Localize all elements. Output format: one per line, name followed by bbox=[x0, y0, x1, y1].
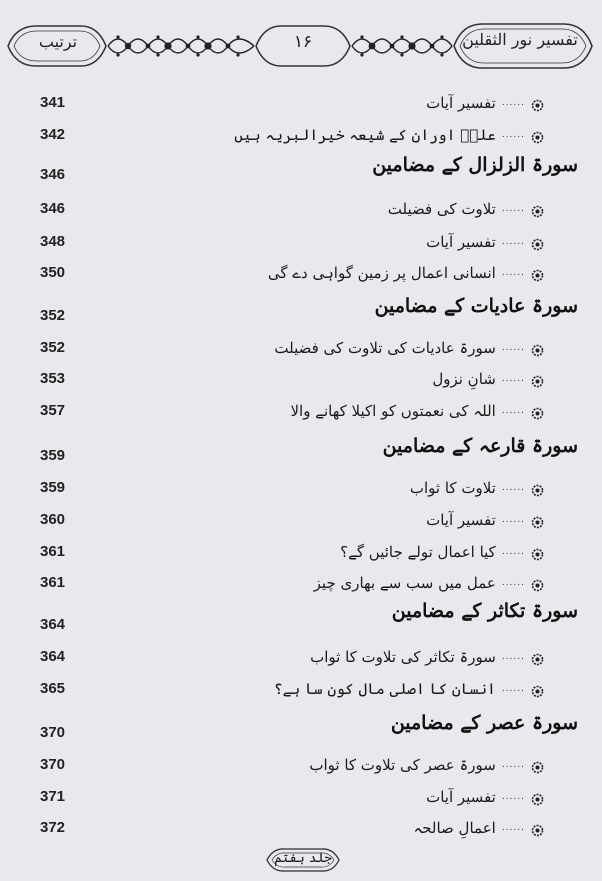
toc-entry bbox=[310, 644, 544, 670]
flower-bullet-icon bbox=[531, 683, 544, 696]
toc-entry bbox=[432, 366, 544, 392]
section-heading bbox=[392, 600, 578, 630]
toc-item[interactable] bbox=[0, 335, 602, 361]
toc-page-number: 364 bbox=[40, 648, 66, 665]
toc-entry-text: تفسیر آیات bbox=[426, 233, 496, 251]
leader-dots: ...... bbox=[501, 204, 525, 214]
toc-item[interactable] bbox=[0, 752, 602, 778]
flower-bullet-icon bbox=[531, 759, 544, 772]
toc-page-number: 346 bbox=[40, 166, 66, 183]
toc-item[interactable] bbox=[0, 90, 602, 116]
toc-entry-text: اعمالِ صالحہ bbox=[413, 819, 496, 837]
toc-entry bbox=[426, 229, 544, 255]
volume-footer bbox=[265, 846, 341, 874]
toc-entry bbox=[274, 676, 544, 702]
toc-entry-text: انسان کا اصلی مال کون سا ہے؟ bbox=[273, 680, 496, 698]
toc-item[interactable] bbox=[0, 196, 602, 222]
toc-entry bbox=[413, 815, 544, 841]
toc-page-number: 370 bbox=[40, 756, 66, 773]
toc-entry bbox=[388, 196, 544, 222]
toc-entry bbox=[309, 752, 544, 778]
toc-entry bbox=[426, 90, 544, 116]
toc-item[interactable] bbox=[0, 260, 602, 286]
toc-entry bbox=[290, 398, 544, 424]
toc-page-number: 342 bbox=[40, 126, 66, 143]
toc-page-number: 348 bbox=[40, 233, 66, 250]
leader-dots: ...... bbox=[501, 684, 525, 694]
leader-dots: ...... bbox=[501, 374, 525, 384]
flower-bullet-icon bbox=[531, 267, 544, 280]
leader-dots: ...... bbox=[501, 652, 525, 662]
toc-section-heading[interactable] bbox=[0, 600, 602, 638]
toc-entry-text: تفسیر آیات bbox=[426, 788, 496, 806]
flower-bullet-icon bbox=[531, 514, 544, 527]
flower-bullet-icon bbox=[531, 651, 544, 664]
toc-page-number: 352 bbox=[40, 307, 66, 324]
leader-dots: ...... bbox=[501, 343, 525, 353]
section-heading-text: سورۃ تکاثر کے مضامین bbox=[391, 600, 578, 622]
leader-dots: ...... bbox=[501, 515, 525, 525]
toc-entry bbox=[410, 475, 544, 501]
toc-item[interactable] bbox=[0, 644, 602, 670]
flower-bullet-icon bbox=[531, 577, 544, 590]
toc-item[interactable] bbox=[0, 815, 602, 841]
toc-entry bbox=[314, 570, 544, 596]
leader-dots: ...... bbox=[501, 130, 525, 140]
leader-dots: ...... bbox=[501, 406, 525, 416]
toc-item[interactable] bbox=[0, 507, 602, 533]
flower-bullet-icon bbox=[531, 546, 544, 559]
toc-item[interactable] bbox=[0, 229, 602, 255]
toc-entry-text: علیؑ اوران کے شیعہ خیرالبریہ ہیں bbox=[234, 126, 496, 144]
flower-bullet-icon bbox=[531, 822, 544, 835]
flower-bullet-icon bbox=[531, 482, 544, 495]
leader-dots: ...... bbox=[501, 578, 525, 588]
leader-dots: ...... bbox=[501, 760, 525, 770]
section-heading bbox=[372, 154, 578, 184]
section-heading bbox=[383, 435, 578, 465]
leader-dots: ...... bbox=[501, 823, 525, 833]
toc-page-number: 341 bbox=[40, 94, 66, 111]
toc-section-heading[interactable] bbox=[0, 154, 602, 188]
toc-section-heading[interactable] bbox=[0, 712, 602, 746]
section-heading-text: سورۃ عادیات کے مضامین bbox=[374, 295, 578, 317]
toc-item[interactable] bbox=[0, 398, 602, 424]
toc-entry-text: اللہ کی نعمتوں کو اکیلا کھانے والا bbox=[290, 402, 496, 420]
toc-entry-text: انسانی اعمال پر زمین گواہی دے گی bbox=[267, 264, 496, 282]
toc-page-number: 357 bbox=[40, 402, 66, 419]
toc-page-number: 350 bbox=[40, 264, 66, 281]
flower-bullet-icon bbox=[531, 791, 544, 804]
section-heading-text: سورۃ عصر کے مضامین bbox=[390, 712, 578, 734]
volume-label: جلد ہفتم bbox=[274, 851, 332, 866]
toc-entry-text: کیا اعمال تولے جائیں گے؟ bbox=[340, 543, 496, 561]
section-heading bbox=[375, 295, 578, 325]
leader-dots: ...... bbox=[501, 268, 525, 278]
leader-dots: ...... bbox=[501, 792, 525, 802]
book-title: تفسیر نور الثقلین bbox=[462, 30, 578, 49]
toc-entry bbox=[274, 335, 544, 361]
leader-dots: ...... bbox=[501, 237, 525, 247]
toc-item[interactable] bbox=[0, 122, 602, 148]
toc-entry bbox=[426, 507, 544, 533]
toc-item[interactable] bbox=[0, 570, 602, 596]
flower-bullet-icon bbox=[531, 129, 544, 142]
flower-bullet-icon bbox=[531, 373, 544, 386]
toc-page-number: 360 bbox=[40, 511, 66, 528]
toc-item[interactable] bbox=[0, 475, 602, 501]
flower-bullet-icon bbox=[531, 97, 544, 110]
toc-entry-text: شانِ نزول bbox=[432, 370, 496, 388]
toc-entry-text: سورۃ عصر کی تلاوت کا ثواب bbox=[309, 756, 496, 774]
toc-entry-text: سورۃ تکاثر کی تلاوت کا ثواب bbox=[310, 648, 496, 666]
toc-page-number: 353 bbox=[40, 370, 66, 387]
toc-page-number: 359 bbox=[40, 447, 66, 464]
flower-bullet-icon bbox=[531, 203, 544, 216]
toc-section-heading[interactable] bbox=[0, 295, 602, 329]
toc-entry-text: تلاوت کا ثواب bbox=[409, 479, 496, 497]
section-heading-text: سورۃ قارعہ کے مضامین bbox=[382, 435, 578, 457]
toc-item[interactable] bbox=[0, 784, 602, 810]
toc-entry-text: سورۃ عادیات کی تلاوت کی فضیلت bbox=[274, 339, 496, 357]
flower-bullet-icon bbox=[531, 236, 544, 249]
toc-entry bbox=[268, 260, 544, 286]
toc-page-number: 364 bbox=[40, 616, 66, 633]
toc-entry-text: تلاوت کی فضیلت bbox=[387, 200, 496, 218]
toc-item[interactable] bbox=[0, 539, 602, 565]
toc-page-number: 352 bbox=[40, 339, 66, 356]
flower-bullet-icon bbox=[531, 405, 544, 418]
toc-entry-text: عمل میں سب سے بھاری چیز bbox=[313, 574, 496, 592]
toc-page-number: 346 bbox=[40, 200, 66, 217]
toc-page-number: 359 bbox=[40, 479, 66, 496]
toc-section-heading[interactable] bbox=[0, 435, 602, 469]
toc-page-number: 361 bbox=[40, 574, 66, 591]
section-heading-text: سورۃ الزلزال کے مضامین bbox=[372, 154, 578, 176]
section-label: ترتیب bbox=[38, 32, 78, 51]
toc-page-number: 372 bbox=[40, 819, 66, 836]
toc-entry bbox=[426, 784, 544, 810]
section-heading bbox=[391, 712, 578, 742]
toc-page-number: 370 bbox=[40, 724, 66, 741]
toc-entry bbox=[340, 539, 544, 565]
flower-bullet-icon bbox=[531, 342, 544, 355]
leader-dots: ...... bbox=[501, 98, 525, 108]
leader-dots: ...... bbox=[501, 547, 525, 557]
toc-item[interactable] bbox=[0, 366, 602, 392]
toc-entry-text: تفسیر آیات bbox=[426, 511, 496, 529]
leader-dots: ...... bbox=[501, 483, 525, 493]
page-number: ۱۶ bbox=[293, 32, 313, 52]
toc-page-number: 371 bbox=[40, 788, 66, 805]
toc-page-number: 365 bbox=[40, 680, 66, 697]
toc-entry-text: تفسیر آیات bbox=[426, 94, 496, 112]
toc-page-number: 361 bbox=[40, 543, 66, 560]
toc-item[interactable] bbox=[0, 676, 602, 702]
toc-entry bbox=[234, 122, 544, 148]
